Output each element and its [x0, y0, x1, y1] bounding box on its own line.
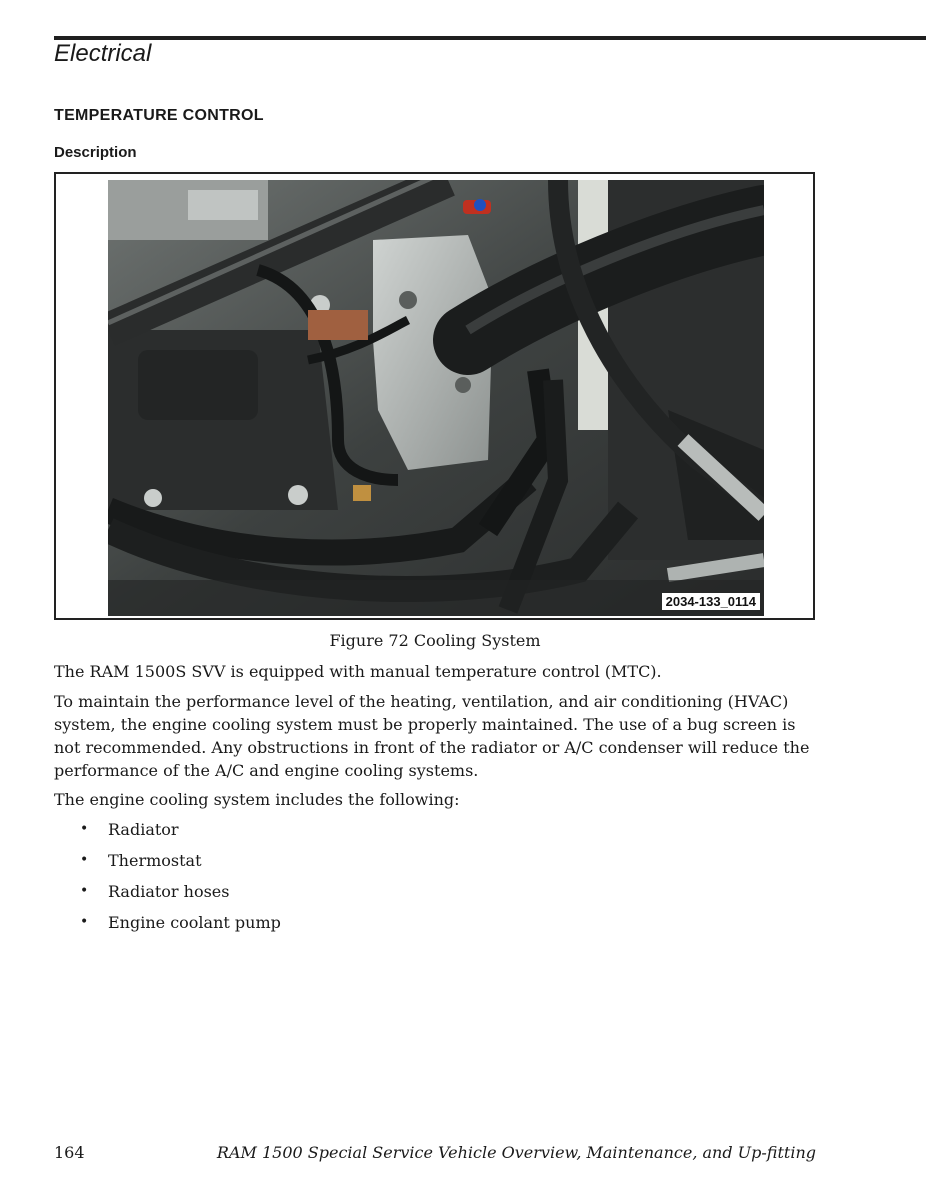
list-item	[80, 880, 281, 911]
bullet-icon: •	[80, 914, 89, 930]
list-item-label: Engine coolant pump	[108, 913, 281, 932]
cooling-components-list	[80, 818, 281, 942]
paragraph-hvac: To maintain the performance level of the heating, ventilation, and air conditioning (HVAC) system, the engine cooling system must be properly maintained. The use of a bug screen is not recommended. Any obstructions in front of the radiator or A/C condenser will reduce the performance of the A/C and engine cooling systems.	[54, 692, 810, 780]
list-item-label: Radiator	[108, 820, 179, 839]
paragraph-mtc: The RAM 1500S SVV is equipped with manual temperature control (MTC).	[54, 662, 662, 681]
list-item-label: Radiator hoses	[108, 882, 230, 901]
paragraph-includes: The engine cooling system includes the following:	[54, 790, 460, 809]
bullet-icon: •	[80, 852, 89, 868]
page-number: 164	[54, 1143, 85, 1162]
header-rule	[54, 36, 926, 40]
footer-doc-title: RAM 1500 Special Service Vehicle Overview, Maintenance, and Up-fitting	[216, 1143, 816, 1162]
list-item-label: Thermostat	[108, 851, 202, 870]
bullet-icon: •	[80, 883, 89, 899]
cooling-system-photo	[108, 180, 764, 616]
page-heading: TEMPERATURE CONTROL	[54, 107, 264, 124]
figure-image-id: 2034-133_0114	[662, 593, 760, 610]
list-item	[80, 849, 281, 880]
list-item	[80, 818, 281, 849]
figure-frame	[54, 172, 815, 620]
section-title: Electrical	[54, 40, 152, 67]
subheading: Description	[54, 144, 137, 161]
figure-caption: Figure 72 Cooling System	[329, 631, 541, 650]
bullet-icon: •	[80, 821, 89, 837]
list-item	[80, 911, 281, 942]
